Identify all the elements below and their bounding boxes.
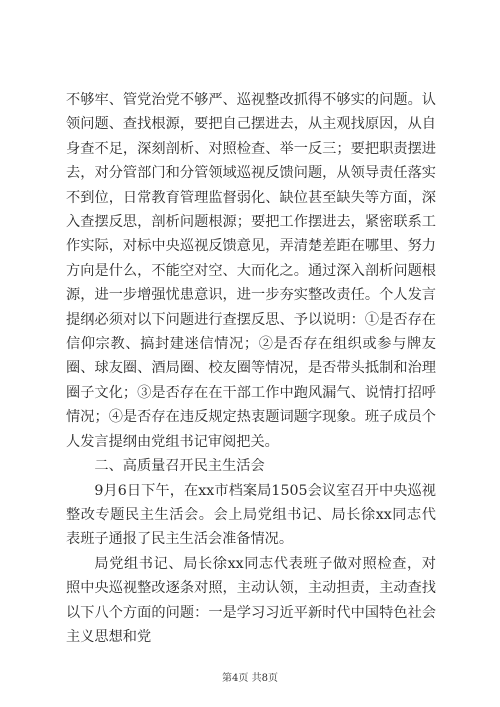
paragraph-meeting: 9月6日下午，在xx市档案局1505会议室召开中央巡视整改专题民主生活会。会上局党组书记、局长徐xx同志代表班子通报了民主生活会准备情况。 (66, 482, 436, 548)
paragraph-continuation: 不够牢、管党治党不够严、巡视整改抓得不够实的问题。认领问题、查找根源，要把自己摆进去，从主观找原因，从自身查不足，深刻剖析、对照检查、举一反三；要把职责摆进去，对分管部门和分管领域巡视反馈问题，从领导责任落实不到位，日常教育管理监督弱化、缺位甚至缺失等方面，深入查摆反思，剖析问题根源；要把工作摆进去，紧密联系工作实际，对标中央巡视反馈意见，弄清楚差距在哪里、努力方向是什么，不能空对空、大而化之。通过深入剖析问题根源，进一步增强忧患意识，进一步夯实整改责任。个人发言提纲必须对以下问题进行查摆反思、予以说明：①是否存在信仰宗教、搞封建迷信情况；②是否存在组织或参与牌友圈、球友圈、酒局圈、校友圈等情况，是否带头抵制和治理圈子文化；③是否存在在干部工作中跑风漏气、说情打招呼情况；④是否存在违反规定热衷题词题字现象。班子成员个人发言提纲由党组书记审阅把关。 (66, 92, 436, 450)
paragraph-self-review: 局党组书记、局长徐xx同志代表班子做对照检查，对照中央巡视整改逐条对照，主动认领，主动担责，主动查找以下八个方面的问题：一是学习习近平新时代中国特色社会主义思想和党 (66, 555, 436, 645)
document-body (66, 88, 436, 649)
section-heading: 二、高质量召开民主生活会 (94, 458, 265, 475)
page-number-footer: 第4页 共8页 (222, 673, 278, 684)
